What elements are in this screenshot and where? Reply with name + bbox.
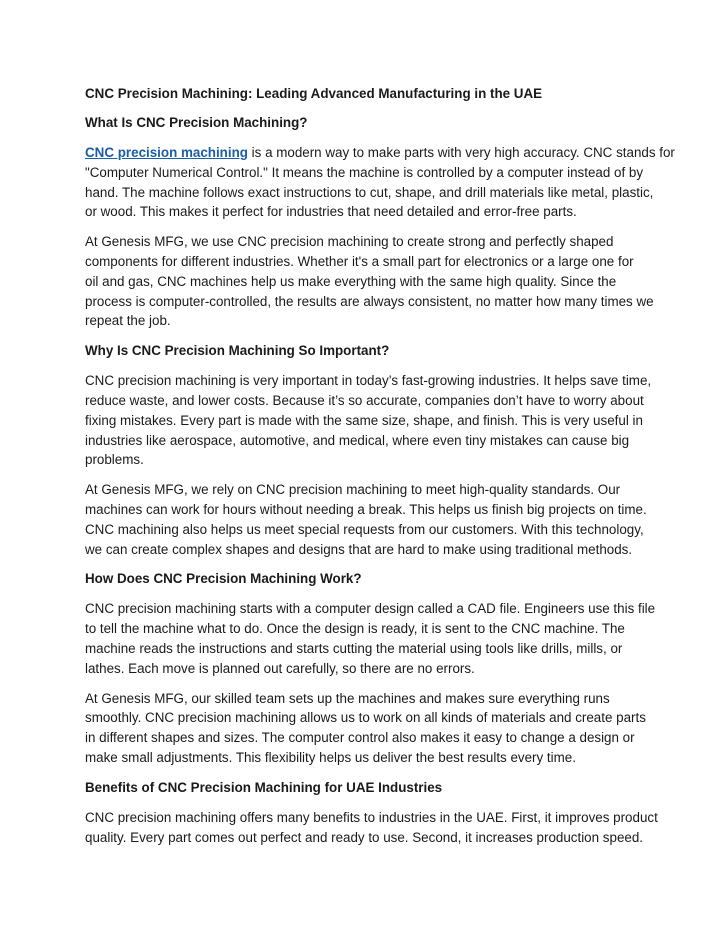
text-line [85, 371, 652, 391]
line-text: problems. [85, 452, 144, 468]
line-text: we can create complex shapes and designs that are hard to make using traditional methods. [85, 541, 633, 557]
line-text: hand. The machine follows exact instructions to cut, shape, and drill materials like metal, plastic, [85, 184, 654, 200]
line-text: "Computer Numerical Control." It means the machine is controlled by a computer instead of by [85, 164, 644, 180]
text-line [85, 163, 644, 183]
text-line [85, 728, 641, 748]
paragraph [85, 689, 646, 768]
text-line [85, 232, 641, 252]
line-text: quality. Every part comes out perfect and ready to use. Second, it increases production speed. [85, 829, 644, 845]
paragraph [85, 371, 652, 470]
line-text: CNC precision machining starts with a computer design called a CAD file. Engineers use this file [85, 601, 656, 617]
document-page [85, 84, 675, 857]
text-line [85, 292, 654, 312]
line-text: lathes. Each move is planned out carefully, so there are no errors. [85, 660, 475, 676]
line-text: At Genesis MFG, our skilled team sets up the machines and makes sure everything runs [85, 690, 610, 706]
line-text: CNC precision machining offers many benefits to industries in the UAE. First, it improves product [85, 809, 658, 825]
text-line [85, 143, 675, 163]
section-heading: What Is CNC Precision Machining? [85, 115, 308, 130]
text-line [85, 272, 641, 292]
paragraph [85, 232, 654, 331]
text-line [85, 659, 641, 679]
line-text: components for different industries. Whether it's a small part for electronics or a large one for [85, 253, 634, 269]
document-title: CNC Precision Machining: Leading Advanced Manufacturing in the UAE [85, 86, 543, 101]
text-line [85, 808, 658, 828]
line-text: CNC precision machining is very important in today’s fast-growing industries. It helps save time, [85, 373, 652, 389]
line-text: to tell the machine what to do. Once the design is ready, it is sent to the CNC machine. The [85, 621, 625, 637]
line-text: process is computer-controlled, the results are always consistent, no matter how many times we [85, 293, 654, 309]
section-heading: Benefits of CNC Precision Machining for UAE Industries [85, 779, 443, 795]
line-text: smoothly. CNC precision machining allows us to work on all kinds of materials and create parts [85, 710, 646, 726]
line-text: machine reads the instructions and starts cutting the material using tools like drills, mills, or [85, 640, 623, 656]
paragraph [85, 599, 656, 678]
line-text: At Genesis MFG, we use CNC precision machining to create strong and perfectly shaped [85, 234, 614, 250]
text-line [85, 748, 641, 768]
line-text: fixing mistakes. Every part is made with the same size, shape, and finish. This is very useful in [85, 412, 643, 428]
section-heading: Why Is CNC Precision Machining So Important? [85, 343, 390, 359]
line-text: At Genesis MFG, we rely on CNC precision machining to meet high-quality standards. Our [85, 482, 621, 498]
text-line [85, 619, 641, 639]
line-text: oil and gas, CNC machines help us make everything with the same high quality. Since the [85, 273, 617, 289]
text-line [85, 202, 641, 222]
cnc-precision-machining-link[interactable]: CNC precision machining [85, 145, 248, 160]
line-text: CNC machining also helps us meet special requests from our customers. With this technology, [85, 521, 644, 537]
line-text: repeat the job. [85, 313, 171, 329]
text-line [85, 520, 644, 540]
document-body [85, 113, 675, 847]
line-text: or wood. This makes it perfect for industries that need detailed and error-free parts. [85, 204, 577, 220]
text-line [85, 500, 647, 520]
text-line [85, 252, 641, 272]
paragraph [85, 143, 675, 222]
paragraph [85, 480, 647, 559]
text-line [85, 480, 641, 500]
text-line [85, 183, 654, 203]
text-line [85, 599, 656, 619]
text-line [85, 431, 641, 451]
line-text: industries like aerospace, automotive, and medical, where even tiny mistakes can cause big [85, 432, 630, 448]
line-text: in different shapes and sizes. The computer control also makes it easy to change a design or [85, 730, 635, 746]
text-line [85, 411, 641, 431]
paragraph [85, 808, 658, 848]
text-line [85, 828, 644, 848]
text-line [85, 689, 641, 709]
text-line [85, 311, 641, 331]
section-heading: How Does CNC Precision Machining Work? [85, 571, 362, 587]
line-text: machines can work for hours without needing a break. This helps us finish big projects on time. [85, 501, 647, 517]
text-line [85, 391, 644, 411]
line-text: is a modern way to make parts with very high accuracy. CNC stands for [247, 145, 675, 160]
text-line [85, 639, 641, 659]
text-line [85, 450, 641, 470]
text-line [85, 708, 646, 728]
text-line [85, 540, 641, 560]
line-text: make small adjustments. This flexibility helps us deliver the best results every time. [85, 749, 576, 765]
line-text: reduce waste, and lower costs. Because it’s so accurate, companies don’t have to worry about [85, 392, 644, 408]
